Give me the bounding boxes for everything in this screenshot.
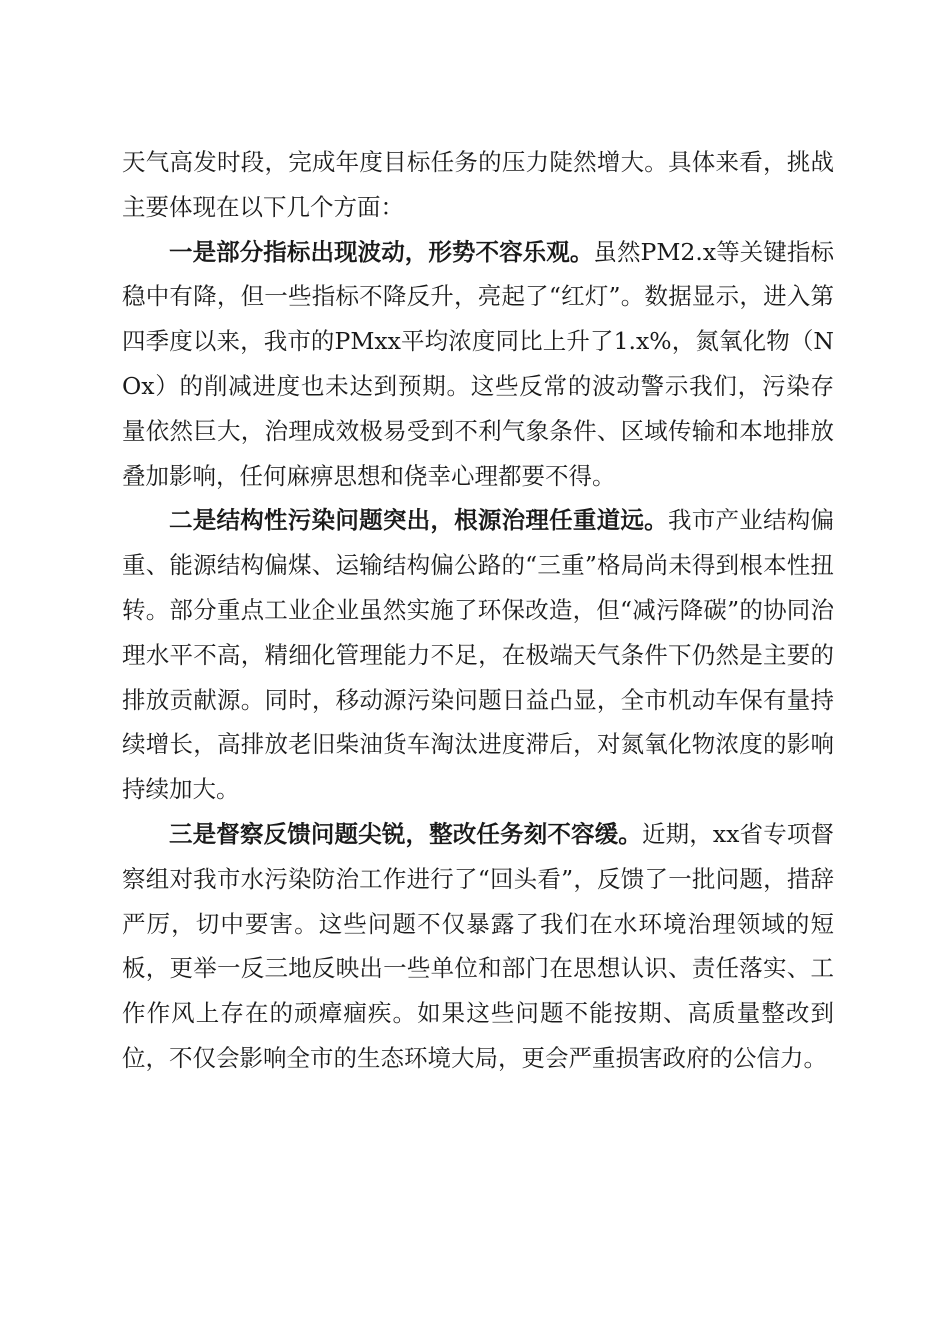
paragraph-point-three [122,812,834,1081]
paragraph-point-two-lead: 二是结构性污染问题突出，根源治理任重道远。 [169,506,668,535]
paragraph-point-one [122,230,834,499]
paragraph-point-three-text: 近期，xx省专项督察组对我市水污染防治工作进行了“回头看”，反馈了一批问题，措辞严厉，切中要害。这些问题不仅暴露了我们在水环境治理领域的短板，更举一反三地反映出一些单位和部门在思想认识、责任落实、工作作风上存在的顽瘴痼疾。如果这些问题不能按期、高质量整改到位，不仅会影响全市的生态环境大局，更会严重损害政府的公信力。 [122,819,834,1072]
paragraph-point-two-text: 我市产业结构偏重、能源结构偏煤、运输结构偏公路的“三重”格局尚未得到根本性扭转。部分重点工业企业虽然实施了环保改造，但“减污降碳”的协同治理水平不高，精细化管理能力不足，在极端天气条件下仍然是主要的排放贡献源。同时，移动源污染问题日益凸显，全市机动车保有量持续增长，高排放老旧柴油货车淘汰进度滞后，对氮氧化物浓度的影响持续加大。 [122,506,835,804]
paragraph-point-one-lead: 一是部分指标出现波动，形势不容乐观。 [169,237,594,266]
document-body [122,140,834,1081]
paragraph-intro-text: 天气高发时段，完成年度目标任务的压力陡然增大。具体来看，挑战主要体现在以下几个方面： [122,148,834,221]
paragraph-intro [122,140,834,230]
paragraph-point-three-lead: 三是督察反馈问题尖锐，整改任务刻不容缓。 [169,819,642,848]
paragraph-point-one-text: 虽然PM2.x等关键指标稳中有降，但一些指标不降反升，亮起了“红灯”。数据显示，进入第四季度以来，我市的PMxx平均浓度同比上升了1.x%，氮氧化物（NOx）的削减进度也未达到预期。这些反常的波动警示我们，污染存量依然巨大，治理成效极易受到不利气象条件、区域传输和本地排放叠加影响，任何麻痹思想和侥幸心理都要不得。 [122,237,834,490]
paragraph-point-two [122,498,834,812]
